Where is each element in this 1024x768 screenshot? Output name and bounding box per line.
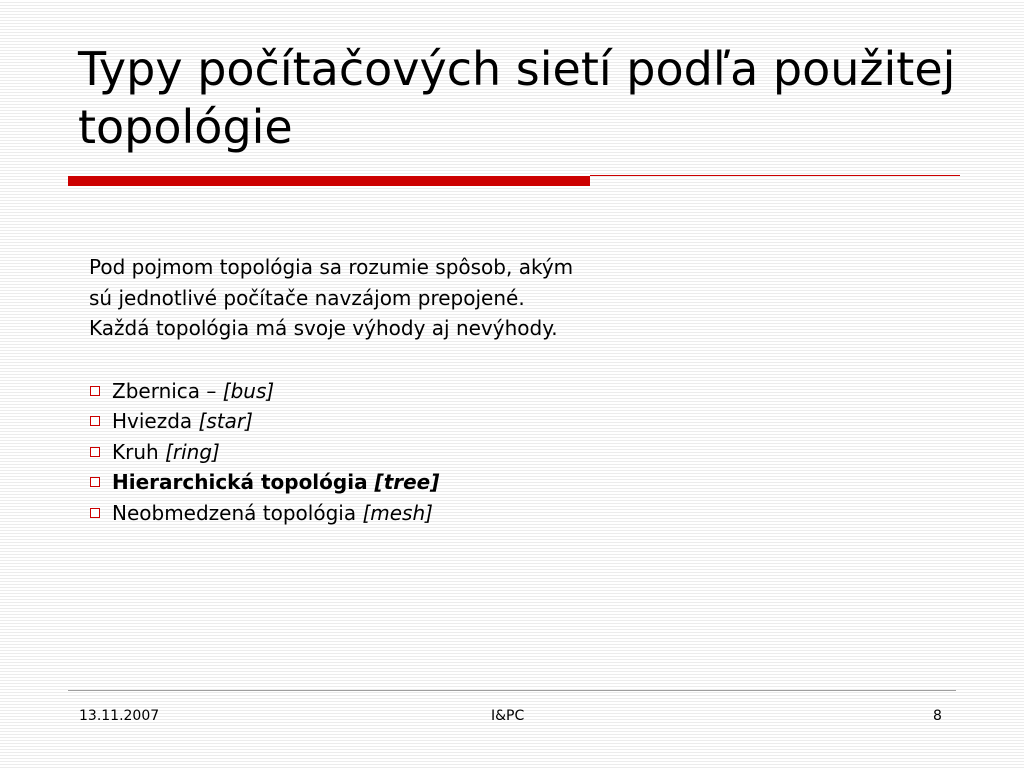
list-item-name: Kruh bbox=[112, 439, 159, 464]
list-item bbox=[90, 406, 609, 437]
list-item-name: Hierarchická topológia bbox=[112, 470, 368, 494]
list-item-term: [tree] bbox=[374, 470, 440, 494]
footer-date: 13.11.2007 bbox=[79, 708, 160, 724]
list-item bbox=[90, 376, 609, 407]
list-item-term: [ring] bbox=[165, 439, 220, 464]
hollow-square-bullet-icon bbox=[90, 447, 100, 457]
title-underline-thick bbox=[68, 176, 590, 186]
page-number: 8 bbox=[933, 708, 942, 724]
footer-divider bbox=[68, 690, 956, 691]
topology-list bbox=[89, 376, 609, 529]
intro-paragraph: Pod pojmom topológia sa rozumie spôsob, akým sú jednotlivé počítače navzájom prepojené. Každá topológia má svoje výhody aj nevýhody. bbox=[89, 255, 574, 340]
list-item-name: Neobmedzená topológia bbox=[112, 500, 357, 525]
list-item-term: [star] bbox=[198, 409, 253, 433]
list-item-name: Zbernica bbox=[112, 378, 201, 403]
list-item bbox=[90, 437, 609, 468]
hollow-square-bullet-icon bbox=[90, 477, 100, 487]
hollow-square-bullet-icon bbox=[90, 416, 100, 426]
slide-body bbox=[89, 252, 609, 528]
list-item-highlighted bbox=[90, 467, 609, 498]
hollow-square-bullet-icon bbox=[90, 508, 100, 518]
slide-title: Typy počítačových sietí podľa použitej topológie bbox=[78, 42, 956, 154]
list-item-name: Hviezda bbox=[112, 409, 193, 433]
title-underline-thin bbox=[590, 175, 960, 176]
list-item-separator: – bbox=[200, 378, 223, 403]
list-item-term: [bus] bbox=[222, 378, 275, 403]
hollow-square-bullet-icon bbox=[90, 386, 100, 396]
list-item bbox=[90, 498, 609, 529]
footer-center-text: I&PC bbox=[491, 708, 525, 724]
list-item-term: [mesh] bbox=[362, 500, 433, 525]
list-item-separator bbox=[368, 467, 375, 498]
